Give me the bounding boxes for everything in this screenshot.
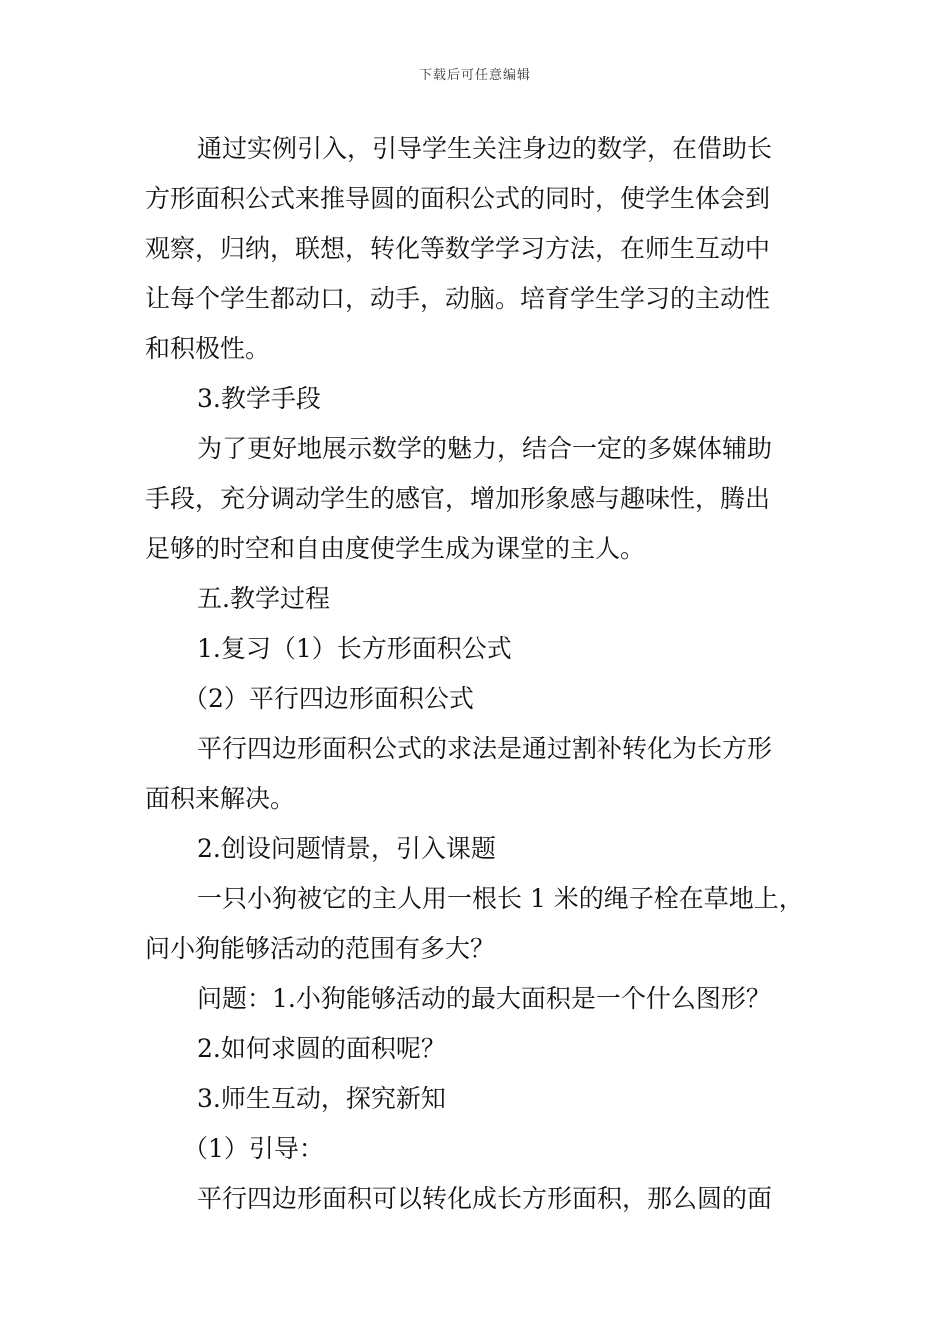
paragraph-line: 通过实例引入，引导学生关注身边的数学，在借助长 (197, 134, 773, 163)
section-heading: 五.教学过程 (197, 584, 330, 613)
paragraph-line: 手段，充分调动学生的感官，增加形象感与趣味性，腾出 (145, 484, 771, 513)
section-heading: 3.教学手段 (197, 384, 321, 413)
paragraph-line: 让每个学生都动口，动手，动脑。培育学生学习的主动性 (145, 284, 771, 313)
page-header: 下载后可任意编辑 (418, 68, 531, 83)
subsection-heading: 3.师生互动，探究新知 (197, 1084, 446, 1113)
paragraph-line: 问小狗能够活动的范围有多大？ (145, 934, 496, 963)
document-body (145, 124, 815, 1224)
subsection-heading: 1.复习（1）长方形面积公式 (197, 634, 512, 663)
paragraph-line: 2.如何求圆的面积呢？ (197, 1034, 446, 1063)
paragraph-line: 平行四边形面积公式的求法是通过割补转化为长方形 (197, 734, 773, 763)
paragraph-line: 足够的时空和自由度使学生成为课堂的主人。 (145, 534, 646, 563)
paragraph-line: 为了更好地展示数学的魅力，结合一定的多媒体辅助 (197, 434, 773, 463)
subsection-heading: 2.创设问题情景，引入课题 (197, 834, 496, 863)
paragraph-line: 问题：1.小狗能够活动的最大面积是一个什么图形？ (197, 984, 771, 1013)
subsection-heading: （1）引导： (183, 1134, 324, 1163)
paragraph-line: 平行四边形面积可以转化成长方形面积，那么圆的面 (197, 1184, 773, 1213)
paragraph-line: 一只小狗被它的主人用一根长 1 米的绳子栓在草地上， (197, 884, 804, 913)
paragraph-line: 观察，归纳，联想，转化等数学学习方法，在师生互动中 (145, 234, 771, 263)
paragraph-line: 方形面积公式来推导圆的面积公式的同时，使学生体会到 (145, 184, 771, 213)
subsection-heading: （2）平行四边形面积公式 (183, 684, 474, 713)
paragraph-line: 面积来解决。 (145, 784, 296, 813)
paragraph-line: 和积极性。 (145, 334, 271, 363)
